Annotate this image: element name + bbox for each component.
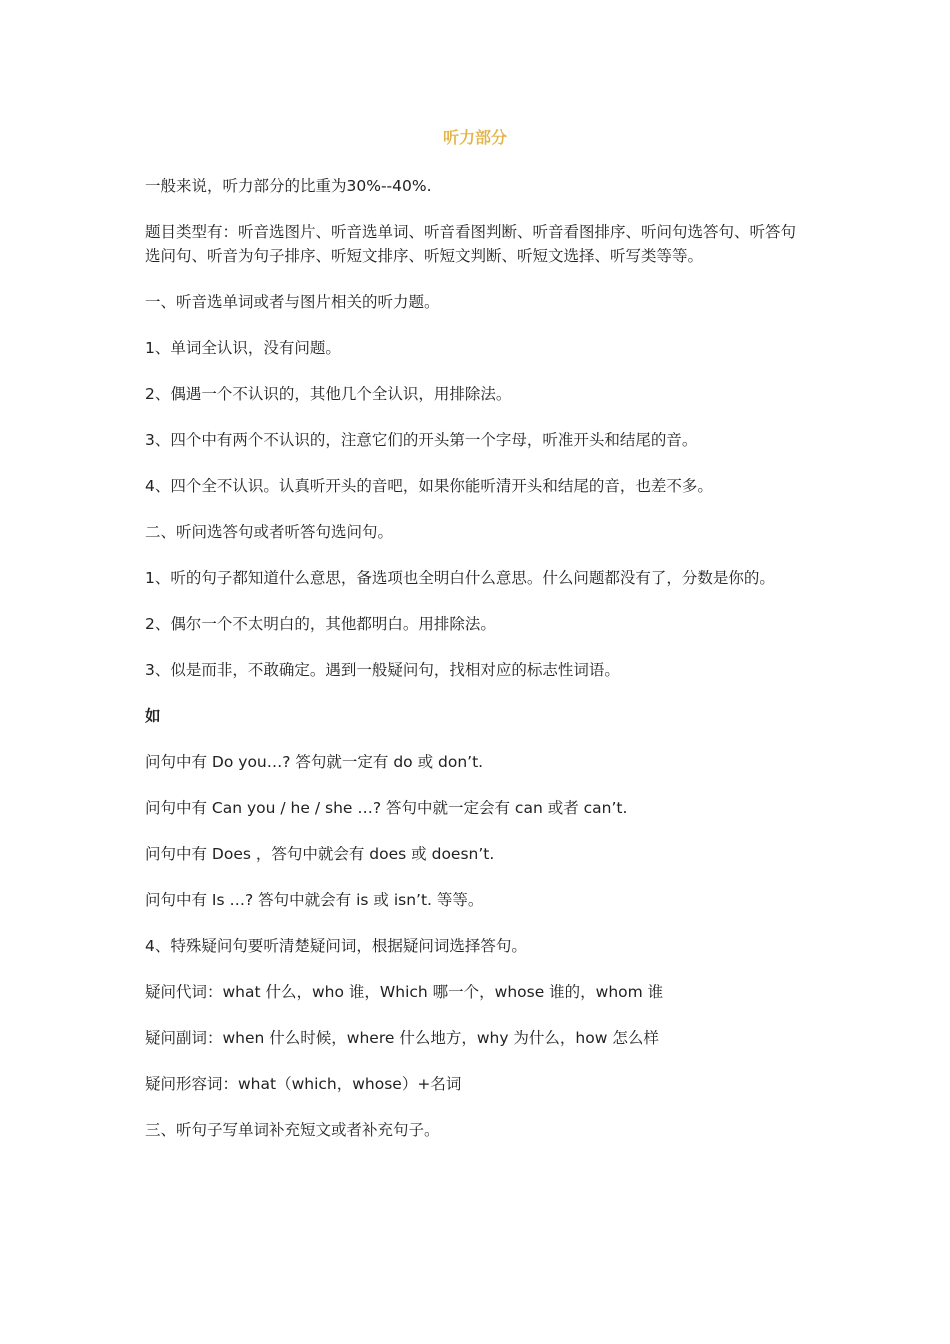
document-body [145, 174, 800, 1164]
example-line: 问句中有 Does ，答句中就会有 does 或 doesn’t. [145, 845, 495, 863]
paragraph: 一般来说，听力部分的比重为30%--40%. [145, 177, 432, 195]
list-item: 3、似是而非，不敢确定。遇到一般疑问句，找相对应的标志性词语。 [145, 661, 620, 679]
list-item: 2、偶遇一个不认识的，其他几个全认识，用排除法。 [145, 385, 512, 403]
definition-line: 疑问副词：when 什么时候，where 什么地方，why 为什么，how 怎么样 [145, 1029, 659, 1047]
list-item: 1、听的句子都知道什么意思，备选项也全明白什么意思。什么问题都没有了，分数是你的。 [145, 569, 775, 587]
section-heading: 三、听句子写单词补充短文或者补充句子。 [145, 1121, 440, 1139]
document-title: 听力部分 [442, 128, 507, 147]
paragraph: 题目类型有：听音选图片、听音选单词、听音看图判断、听音看图排序、听问句选答句、听答句选问句、听音为句子排序、听短文排序、听短文判断、听短文选择、听写类等等。 [145, 223, 797, 265]
example-line: 问句中有 Do you…? 答句就一定有 do 或 don’t. [145, 753, 484, 771]
list-item: 4、特殊疑问句要听清楚疑问词，根据疑问词选择答句。 [145, 937, 527, 955]
example-line: 问句中有 Is …? 答句中就会有 is 或 isn’t. 等等。 [145, 891, 484, 909]
list-item: 1、单词全认识，没有问题。 [145, 339, 341, 357]
example-label: 如 [145, 707, 161, 725]
list-item: 4、四个全不认识。认真听开头的音吧，如果你能听清开头和结尾的音，也差不多。 [145, 477, 713, 495]
definition-line: 疑问形容词：what（which，whose）+名词 [145, 1075, 462, 1093]
list-item: 2、偶尔一个不太明白的，其他都明白。用排除法。 [145, 615, 496, 633]
section-heading: 一、听音选单词或者与图片相关的听力题。 [145, 293, 440, 311]
list-item: 3、四个中有两个不认识的，注意它们的开头第一个字母，听准开头和结尾的音。 [145, 431, 698, 449]
definition-line: 疑问代词：what 什么，who 谁，Which 哪一个，whose 谁的，whom 谁 [145, 983, 664, 1001]
example-line: 问句中有 Can you / he / she …? 答句中就一定会有 can 或者 can’t. [145, 799, 628, 817]
section-heading: 二、听问选答句或者听答句选问句。 [145, 523, 394, 541]
